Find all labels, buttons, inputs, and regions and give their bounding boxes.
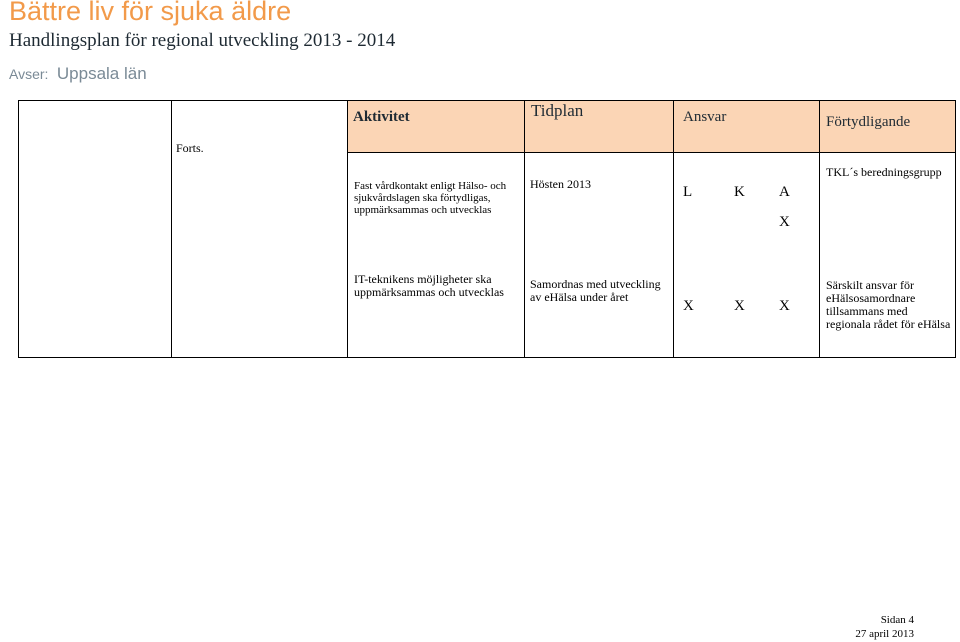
row1-fortydligande: TKL´s beredningsgrupp: [826, 165, 942, 179]
table-col-line-5: [673, 100, 674, 358]
table-col-line-1: [18, 100, 19, 358]
table-border-bottom: [18, 357, 956, 358]
table-col-line-7: [955, 100, 956, 358]
row1-ansvar-l: L: [683, 184, 693, 200]
row1-ansvar-mark: X: [779, 214, 790, 230]
row2-fortydligande: Särskilt ansvar för eHälsosamordnare tillsammans med regionala rådet för eHälsa: [826, 278, 951, 331]
page-number: Sidan 4: [880, 614, 914, 626]
forts-label: Forts.: [176, 141, 204, 155]
table-col-line-4: [524, 100, 525, 358]
row2-ansvar-k: X: [734, 298, 745, 314]
table-border-top: [18, 100, 956, 101]
header-tidplan: Tidplan: [531, 101, 584, 120]
avser-value: Uppsala län: [56, 64, 147, 83]
header-fortydligande: Förtydligande: [826, 114, 911, 130]
row2-tidplan: Samordnas med utveckling av eHälsa under året: [530, 277, 661, 304]
row2-ansvar-a: X: [779, 298, 790, 314]
avser-line: [9, 64, 147, 84]
document-title: Bättre liv för sjuka äldre: [9, 0, 292, 26]
table-col-line-3: [347, 100, 348, 358]
table-header-divider: [347, 152, 956, 153]
table-col-line-6: [819, 100, 820, 358]
page-date: 27 april 2013: [855, 628, 914, 640]
row1-ansvar-a: A: [779, 184, 790, 200]
document-subtitle: Handlingsplan för regional utveckling 2013 - 2014: [9, 30, 396, 51]
table-col-line-2: [171, 100, 172, 358]
row2-aktivitet: IT-teknikens möjligheter ska uppmärksammas och utvecklas: [354, 272, 504, 299]
row1-tidplan: Hösten 2013: [530, 177, 591, 191]
row2-ansvar-l: X: [683, 298, 694, 314]
row1-ansvar-k: K: [734, 184, 745, 200]
avser-label: Avser:: [9, 66, 49, 82]
row1-aktivitet: Fast vårdkontakt enligt Hälso- och sjukvårdslagen ska förtydligas, uppmärksammas och utvecklas: [354, 180, 507, 216]
header-ansvar: Ansvar: [683, 109, 727, 125]
header-aktivitet: Aktivitet: [353, 109, 410, 125]
